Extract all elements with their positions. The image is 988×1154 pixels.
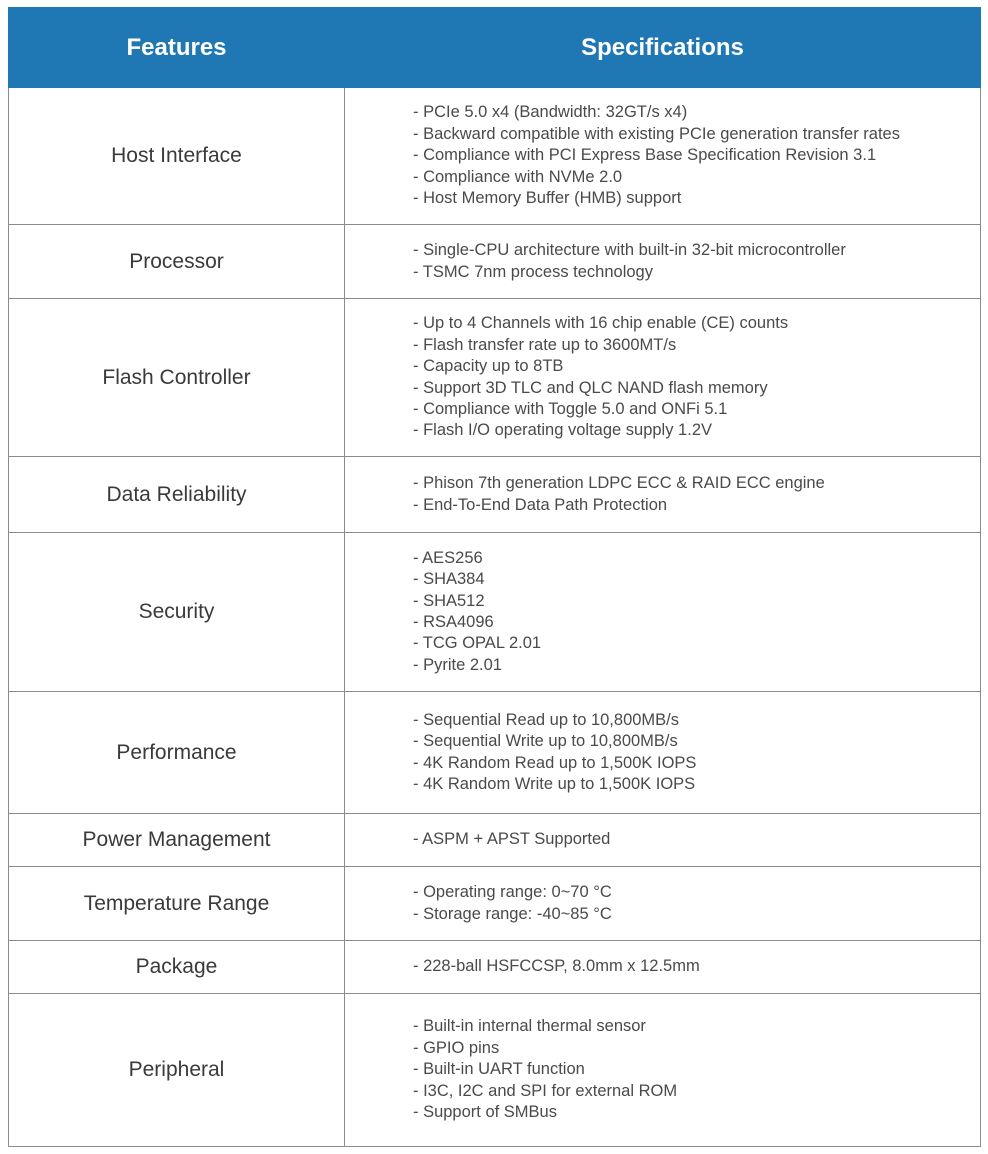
spec-item: - TSMC 7nm process technology — [413, 262, 653, 281]
feature-cell: Processor — [9, 225, 345, 299]
spec-item: - SHA512 — [413, 591, 485, 610]
spec-item: - Compliance with PCI Express Base Specification Revision 3.1 — [413, 146, 877, 165]
spec-item: - AES256 — [413, 548, 483, 567]
specifications-table — [8, 7, 981, 1147]
spec-cell — [345, 814, 981, 867]
spec-item: - Built-in internal thermal sensor — [413, 1017, 646, 1036]
spec-list — [413, 882, 980, 925]
table-row — [9, 457, 981, 533]
table-row — [9, 994, 981, 1147]
spec-list — [413, 710, 980, 796]
spec-item: - Built-in UART function — [413, 1060, 585, 1079]
table-row — [9, 867, 981, 941]
table-row — [9, 941, 981, 994]
spec-item: - Storage range: -40~85 °C — [413, 904, 612, 923]
spec-cell — [345, 692, 981, 814]
spec-item: - Backward compatible with existing PCIe generation transfer rates — [413, 124, 900, 143]
spec-cell — [345, 457, 981, 533]
spec-item: - Single-CPU architecture with built-in 32-bit microcontroller — [413, 241, 846, 260]
spec-list — [413, 829, 980, 850]
spec-item: - Operating range: 0~70 °C — [413, 883, 612, 902]
spec-item: - I3C, I2C and SPI for external ROM — [413, 1081, 678, 1100]
spec-cell — [345, 994, 981, 1147]
spec-cell — [345, 941, 981, 994]
spec-list — [413, 313, 980, 441]
spec-item: - Compliance with NVMe 2.0 — [413, 167, 623, 186]
spec-cell — [345, 533, 981, 692]
spec-list — [413, 102, 980, 209]
table-row — [9, 299, 981, 457]
spec-item: - Support of SMBus — [413, 1103, 557, 1122]
spec-cell — [345, 299, 981, 457]
table-row — [9, 88, 981, 225]
feature-cell: Peripheral — [9, 994, 345, 1147]
feature-cell: Host Interface — [9, 88, 345, 225]
spec-cell — [345, 225, 981, 299]
table-row — [9, 814, 981, 867]
spec-item: - End-To-End Data Path Protection — [413, 495, 668, 514]
feature-cell: Performance — [9, 692, 345, 814]
spec-list — [413, 1016, 980, 1123]
spec-item: - RSA4096 — [413, 613, 494, 631]
spec-item: - Sequential Read up to 10,800MB/s — [413, 710, 680, 729]
spec-item: - GPIO pins — [413, 1038, 500, 1057]
spec-item: - Compliance with Toggle 5.0 and ONFi 5.1 — [413, 399, 728, 418]
spec-item: - Phison 7th generation LDPC ECC & RAID ECC engine — [413, 474, 825, 493]
specifications-header: Specifications — [345, 8, 981, 88]
spec-cell — [345, 88, 981, 225]
spec-item: - ASPM + APST Supported — [413, 830, 611, 849]
feature-cell: Temperature Range — [9, 867, 345, 941]
feature-cell: Data Reliability — [9, 457, 345, 533]
feature-cell: Flash Controller — [9, 299, 345, 457]
table-row — [9, 692, 981, 814]
feature-cell: Security — [9, 533, 345, 692]
spec-item: - 4K Random Read up to 1,500K IOPS — [413, 753, 697, 772]
spec-item: - Support 3D TLC and QLC NAND flash memory — [413, 378, 768, 397]
feature-cell: Package — [9, 941, 345, 994]
features-header: Features — [9, 8, 345, 88]
spec-item: - 4K Random Write up to 1,500K IOPS — [413, 774, 696, 793]
spec-item: - Sequential Write up to 10,800MB/s — [413, 732, 678, 751]
spec-list — [413, 548, 980, 676]
spec-item: - Flash transfer rate up to 3600MT/s — [413, 335, 677, 354]
spec-list — [413, 473, 980, 516]
spec-item: - TCG OPAL 2.01 — [413, 634, 542, 653]
spec-list — [413, 240, 980, 283]
spec-list — [413, 956, 980, 977]
table-row — [9, 533, 981, 692]
spec-item: - Flash I/O operating voltage supply 1.2V — [413, 421, 712, 440]
spec-item: - Host Memory Buffer (HMB) support — [413, 189, 682, 208]
spec-item: - Capacity up to 8TB — [413, 357, 564, 376]
spec-item: - PCIe 5.0 x4 (Bandwidth: 32GT/s x4) — [413, 103, 688, 122]
feature-cell: Power Management — [9, 814, 345, 867]
table-row — [9, 225, 981, 299]
spec-item: - SHA384 — [413, 570, 485, 589]
spec-item: - Pyrite 2.01 — [413, 655, 502, 674]
spec-item: - 228-ball HSFCCSP, 8.0mm x 12.5mm — [413, 957, 700, 976]
table-header-row — [9, 8, 981, 88]
spec-cell — [345, 867, 981, 941]
spec-item: - Up to 4 Channels with 16 chip enable (CE) counts — [413, 314, 789, 333]
